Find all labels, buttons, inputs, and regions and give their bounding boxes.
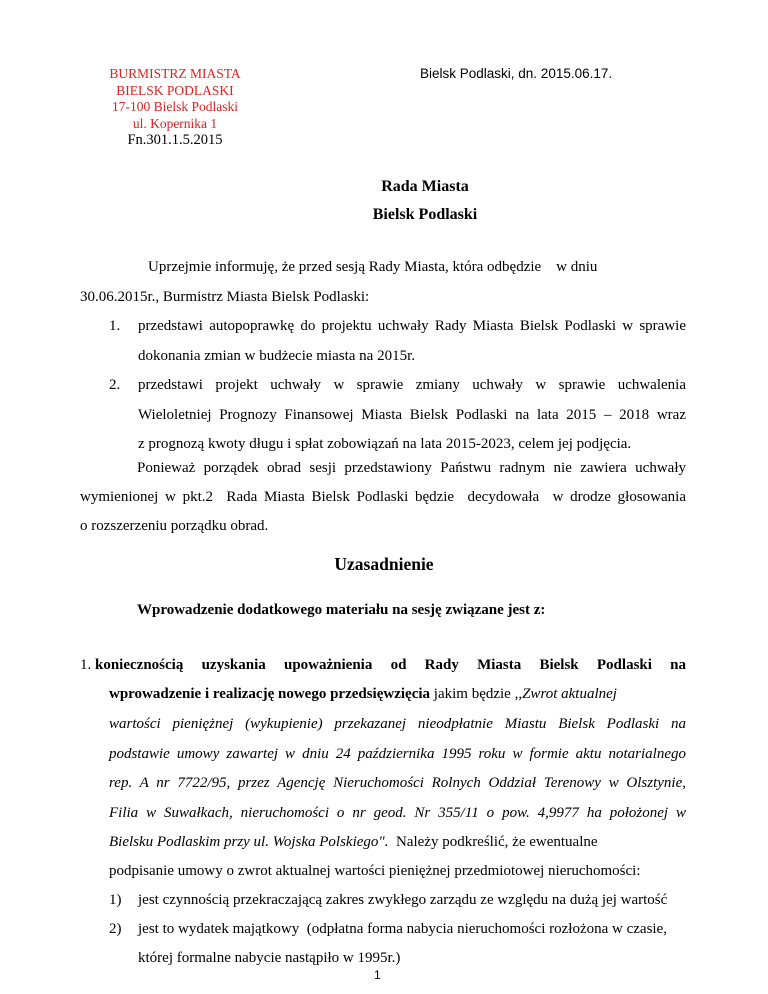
sublist-item-2-line2: której formalne nabycie nastąpiło w 1995r.) bbox=[138, 950, 401, 966]
recipient-line1: Rada Miasta bbox=[381, 178, 469, 195]
point1-line2-bold: wprowadzenie i realizację nowego przedsięwzięcia bbox=[109, 686, 431, 702]
list-item-2-line2: Wieloletniej Prognozy Finansowej Miasta Bielsk Podlaski na lata 2015 – 2018 wraz bbox=[138, 407, 686, 423]
point1-line3: wartości pieniężnej (wykupienie) przekazanej nieodpłatnie Miastu Bielsk Podlaski na bbox=[109, 716, 686, 732]
intro-line1: Uprzejmie informuję, że przed sesją Rady Miasta, która odbędzie w dniu bbox=[148, 259, 598, 275]
section-subheading: Wprowadzenie dodatkowego materiału na sesję związane jest z: bbox=[137, 602, 546, 618]
recipient-line2: Bielsk Podlaski bbox=[372, 206, 478, 223]
point1-line7-italic: Bielsku Podlaskim przy ul. Wojska Polskiego". bbox=[109, 834, 389, 850]
point1-line8: podpisanie umowy o zwrot aktualnej wartości pieniężnej przedmiotowej nieruchomości: bbox=[109, 863, 641, 879]
list-item-1-line1: przedstawi autopoprawkę do projektu uchwały Rady Miasta Bielsk Podlaski w sprawie bbox=[138, 318, 686, 334]
section-heading: Uzasadnienie bbox=[334, 554, 434, 574]
point1-line2 bbox=[109, 680, 686, 710]
sublist-item-2-line1: jest to wydatek majątkowy (odpłatna forma nabycia nieruchomości rozłożona w czasie, bbox=[138, 921, 667, 937]
document-date: Bielsk Podlaski, dn. 2015.06.17. bbox=[420, 66, 613, 81]
sender-city: BIELSK PODLASKI bbox=[116, 82, 234, 98]
point1-line7-plain: Należy podkreślić, że ewentualne bbox=[388, 834, 598, 850]
para2-line2: wymienionej w pkt.2 Rada Miasta Bielsk Podlaski będzie decydowała w drodze głosowania bbox=[80, 489, 686, 505]
reference-number: Fn.301.1.5.2015 bbox=[127, 132, 223, 148]
point1-line7 bbox=[109, 828, 686, 858]
point1-line4: podstawie umowy zawartej w dniu 24 października 1995 roku w formie aktu notarialnego bbox=[109, 746, 686, 762]
para2-line3: o rozszerzeniu porządku obrad. bbox=[80, 518, 269, 534]
list-item-1-number: 1. bbox=[109, 318, 121, 334]
point1-number: 1. bbox=[80, 657, 92, 673]
list-item-2-line1: przedstawi projekt uchwały w sprawie zmiany uchwały w sprawie uchwalenia bbox=[138, 377, 686, 393]
sender-title: BURMISTRZ MIASTA bbox=[109, 66, 241, 81]
sublist-item-1-number: 1) bbox=[109, 892, 122, 908]
point1-line2-italic: ,,Zwrot aktualnej bbox=[514, 686, 617, 702]
sender-block bbox=[80, 66, 270, 149]
para2-line1: Ponieważ porządek obrad sesji przedstawiony Państwu radnym nie zawiera uchwały bbox=[137, 460, 686, 476]
point1-line6: Filia w Suwałkach, nieruchomości o nr geod. Nr 355/11 o pow. 4,9977 ha położonej w bbox=[109, 805, 686, 821]
sender-street: ul. Kopernika 1 bbox=[132, 115, 218, 131]
page-number: 1 bbox=[374, 968, 381, 982]
point1-line2-plain: jakim będzie bbox=[430, 686, 515, 702]
list-item-2-number: 2. bbox=[109, 377, 121, 393]
intro-line2: 30.06.2015r., Burmistrz Miasta Bielsk Podlaski: bbox=[80, 289, 370, 305]
sublist-item-2-number: 2) bbox=[109, 921, 122, 937]
list-item-2-line3: z prognozą kwoty długu i spłat zobowiązań na lata 2015-2023, celem jej podjęcia. bbox=[138, 436, 632, 452]
list-item-1-line2: dokonania zmian w budżecie miasta na 2015r. bbox=[138, 348, 415, 364]
sublist-item-1-line1: jest czynnością przekraczającą zakres zwykłego zarządu ze względu na dużą jej wartość bbox=[138, 892, 668, 908]
point1-line5: rep. A nr 7722/95, przez Agencję Nieruchomości Rolnych Oddział Terenowy w Olsztynie, bbox=[109, 775, 686, 791]
sender-postal: 17-100 Bielsk Podlaski bbox=[111, 99, 238, 114]
point1-line1: koniecznością uzyskania upoważnienia od Rady Miasta Bielsk Podlaski na bbox=[95, 657, 686, 673]
